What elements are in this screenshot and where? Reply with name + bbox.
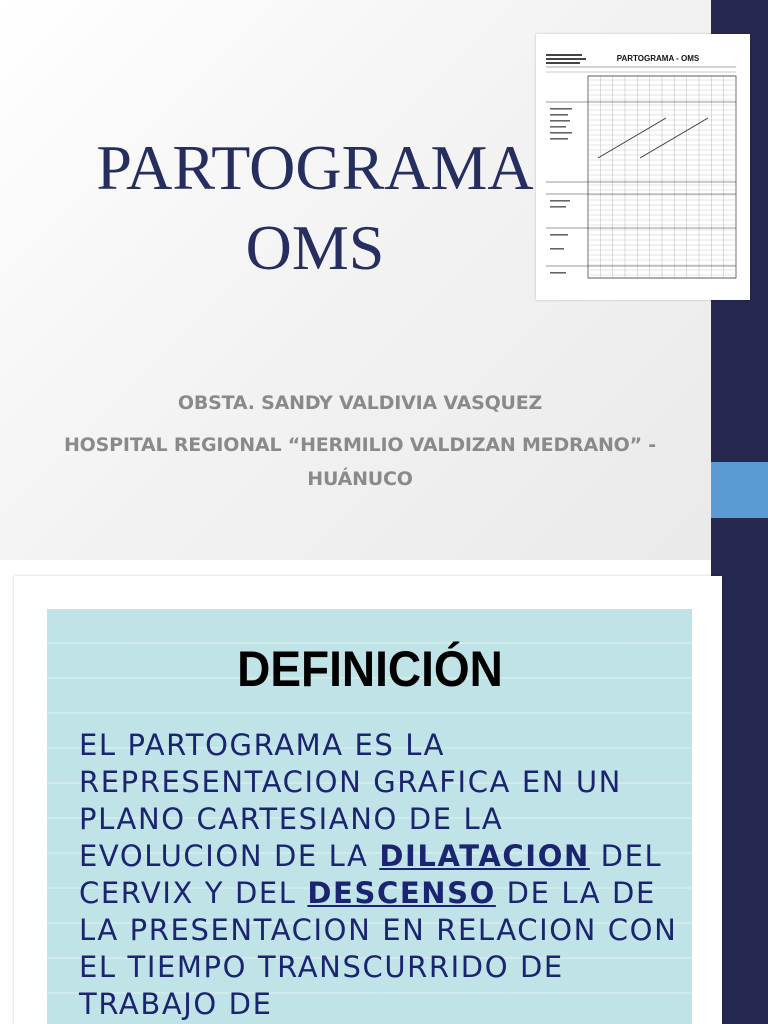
definition-text-part2: DEL CERVIX Y DEL — [79, 839, 663, 910]
thumbnail-title: PARTOGRAMA - OMS — [616, 54, 700, 63]
definition-text-part1: EL PARTOGRAMA ES LA REPRESENTACION GRAFICA EN UN PLANO CARTESIANO DE LA EVOLUCION DE LA — [79, 728, 622, 873]
hospital-line-2: HUÁNUCO — [307, 468, 413, 490]
partogram-form-image — [536, 34, 750, 300]
keyword-dilatacion: DILATACION — [379, 839, 590, 873]
hospital-line-1: HOSPITAL REGIONAL “HERMILIO VALDIZAN MEDRANO” - — [63, 434, 656, 456]
definition-text-part3: DE LA DE LA PRESENTACION EN RELACION CON EL TIEMPO TRANSCURRIDO DE TRABAJO DE — [79, 876, 678, 1021]
blue-accent-block — [711, 462, 768, 518]
definition-heading: DEFINICIÓN — [237, 641, 503, 697]
title-line-2: OMS — [245, 212, 385, 283]
title-line-1: PARTOGRAMA — [96, 132, 534, 203]
definition-text — [79, 727, 679, 1023]
slide-title — [60, 128, 570, 288]
partogram-thumbnail — [536, 34, 750, 300]
author-name: OBSTA. SANDY VALDIVIA VASQUEZ — [177, 392, 543, 414]
keyword-descenso: DESCENSO — [307, 876, 496, 910]
hospital-name — [60, 428, 660, 496]
